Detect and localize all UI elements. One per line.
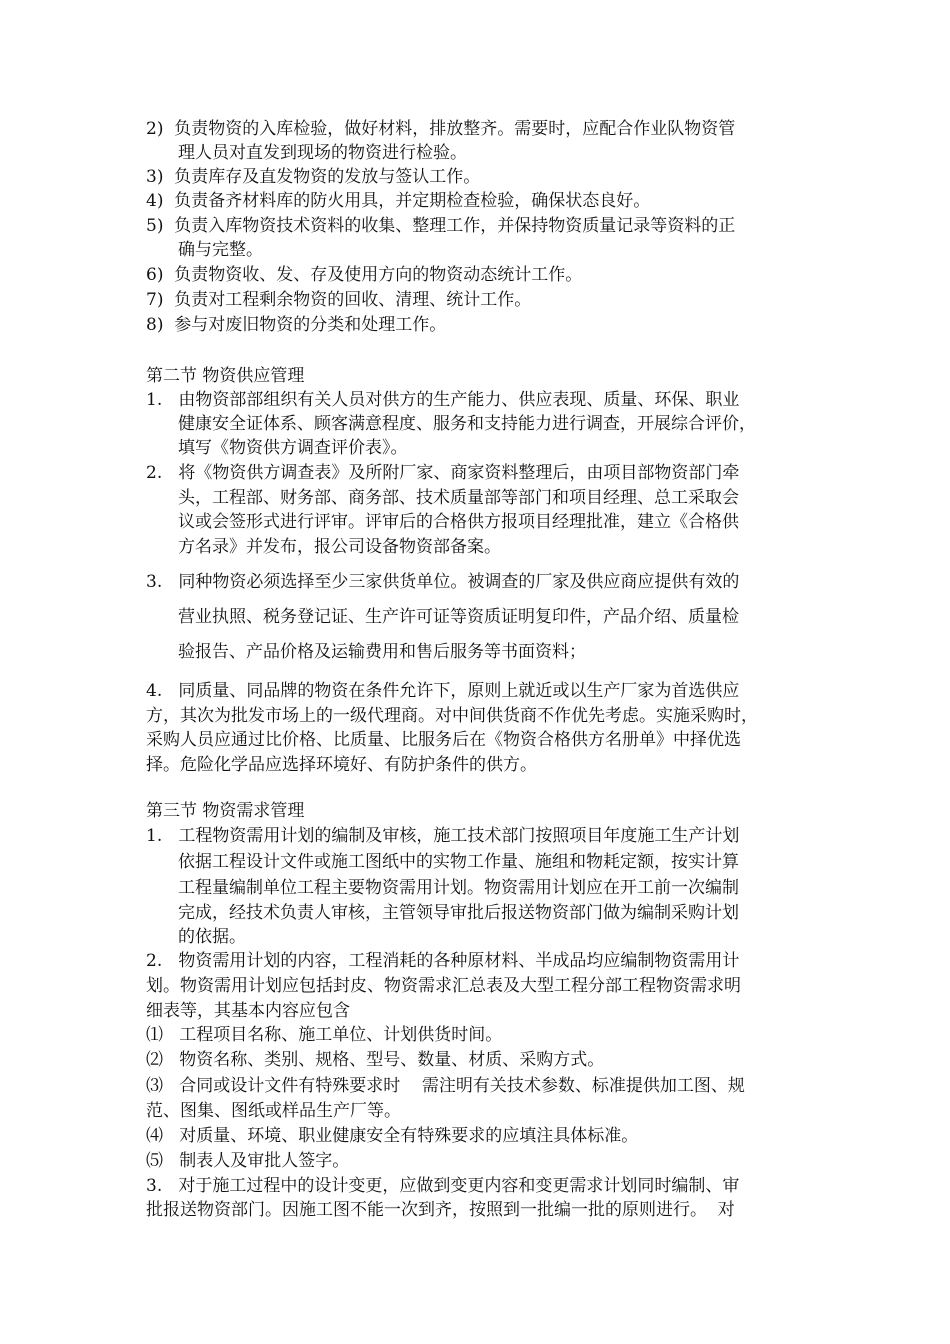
text-line: 划。物资需用计划应包括封皮、物资需求汇总表及大型工程分部工程物资需求明 [146,976,741,996]
text-line: 8) 参与对废旧物资的分类和处理工作。 [146,315,447,335]
text-line: 议或会签形式进行评审。评审后的合格供方报项目经理批准，建立《合格供 [178,512,739,532]
text-line: 3. 对于施工过程中的设计变更，应做到变更内容和变更需求计划同时编制、审 [146,1176,740,1196]
text-line: 2) 负责物资的入库检验，做好材料，排放整齐。需要时，应配合作业队物资管 [146,119,736,139]
section-heading: 第三节 物资需求管理 [146,801,305,821]
text-line: 确与完整。 [178,240,263,260]
text-line: 批报送物资部门。因施工图不能一次到齐，按照到一批编一批的原则进行。 对 [146,1200,735,1220]
text-line: ⑶ 合同或设计文件有特殊要求时 需注明有关技术参数、标准提供加工图、规 [146,1076,745,1096]
text-line: 4. 同质量、同品牌的物资在条件允许下，原则上就近或以生产厂家为首选供应 [146,681,740,701]
text-line: 2. 将《物资供方调查表》及所附厂家、商家资料整理后，由项目部物资部门牵 [146,463,740,483]
text-line: 工程量编制单位工程主要物资需用计划。物资需用计划应在开工前一次编制 [178,878,739,898]
text-line: 验报告、产品价格及运输费用和售后服务等书面资料； [178,642,586,662]
text-line: 依据工程设计文件或施工图纸中的实物工作量、施组和物耗定额，按实计算 [178,852,739,872]
text-line: 2. 物资需用计划的内容，工程消耗的各种原材料、半成品均应编制物资需用计 [146,951,740,971]
text-line: 1. 由物资部部组织有关人员对供方的生产能力、供应表现、质量、环保、职业 [146,390,740,410]
text-line: 5) 负责入库物资技术资料的收集、整理工作，并保持物资质量记录等资料的正 [146,216,736,236]
text-line: 方名录》并发布，报公司设备物资部备案。 [178,537,501,557]
text-line: 4) 负责备齐材料库的防火用具，并定期检查检验，确保状态良好。 [146,191,651,211]
text-line: 7) 负责对工程剩余物资的回收、清理、统计工作。 [146,290,532,310]
text-line: ⑸ 制表人及审批人签字。 [146,1151,350,1171]
text-line: 健康安全证体系、顾客满意程度、服务和支持能力进行调查，开展综合评价， [178,414,756,434]
text-line: ⑷ 对质量、环境、职业健康安全有特殊要求的应填注具体标准。 [146,1126,639,1146]
text-line: 3. 同种物资必须选择至少三家供货单位。被调查的厂家及供应商应提供有效的 [146,572,740,592]
text-line: ⑵ 物资名称、类别、规格、型号、数量、材质、采购方式。 [146,1050,605,1070]
text-line: ⑴ 工程项目名称、施工单位、计划供货时间。 [146,1025,503,1045]
text-line: 细表等，其基本内容应包含 [146,1001,350,1021]
text-line: 理人员对直发到现场的物资进行检验。 [178,143,467,163]
text-line: 1. 工程物资需用计划的编制及审核，施工技术部门按照项目年度施工生产计划 [146,826,740,846]
section-heading: 第二节 物资供应管理 [146,366,305,386]
text-line: 3) 负责库存及直发物资的发放与签认工作。 [146,167,481,187]
text-line: 完成，经技术负责人审核，主管领导审批后报送物资部门做为编制采购计划 [178,903,739,923]
text-line: 方，其次为批发市场上的一级代理商。对中间供货商不作优先考虑。实施采购时， [146,706,758,726]
text-line: 填写《物资供方调查评价表》。 [178,438,408,458]
text-line: 择。危险化学品应选择环境好、有防护条件的供方。 [146,755,537,775]
text-line: 营业执照、税务登记证、生产许可证等资质证明复印件，产品介绍、质量检 [178,607,739,627]
text-line: 范、图集、图纸或样品生产厂等。 [146,1101,401,1121]
text-line: 采购人员应通过比价格、比质量、比服务后在《物资合格供方名册单》中择优选 [146,730,741,750]
text-line: 6) 负责物资收、发、存及使用方向的物资动态统计工作。 [146,265,583,285]
text-line: 的依据。 [178,927,246,947]
text-line: 头，工程部、财务部、商务部、技术质量部等部门和项目经理、总工采取会 [178,488,739,508]
